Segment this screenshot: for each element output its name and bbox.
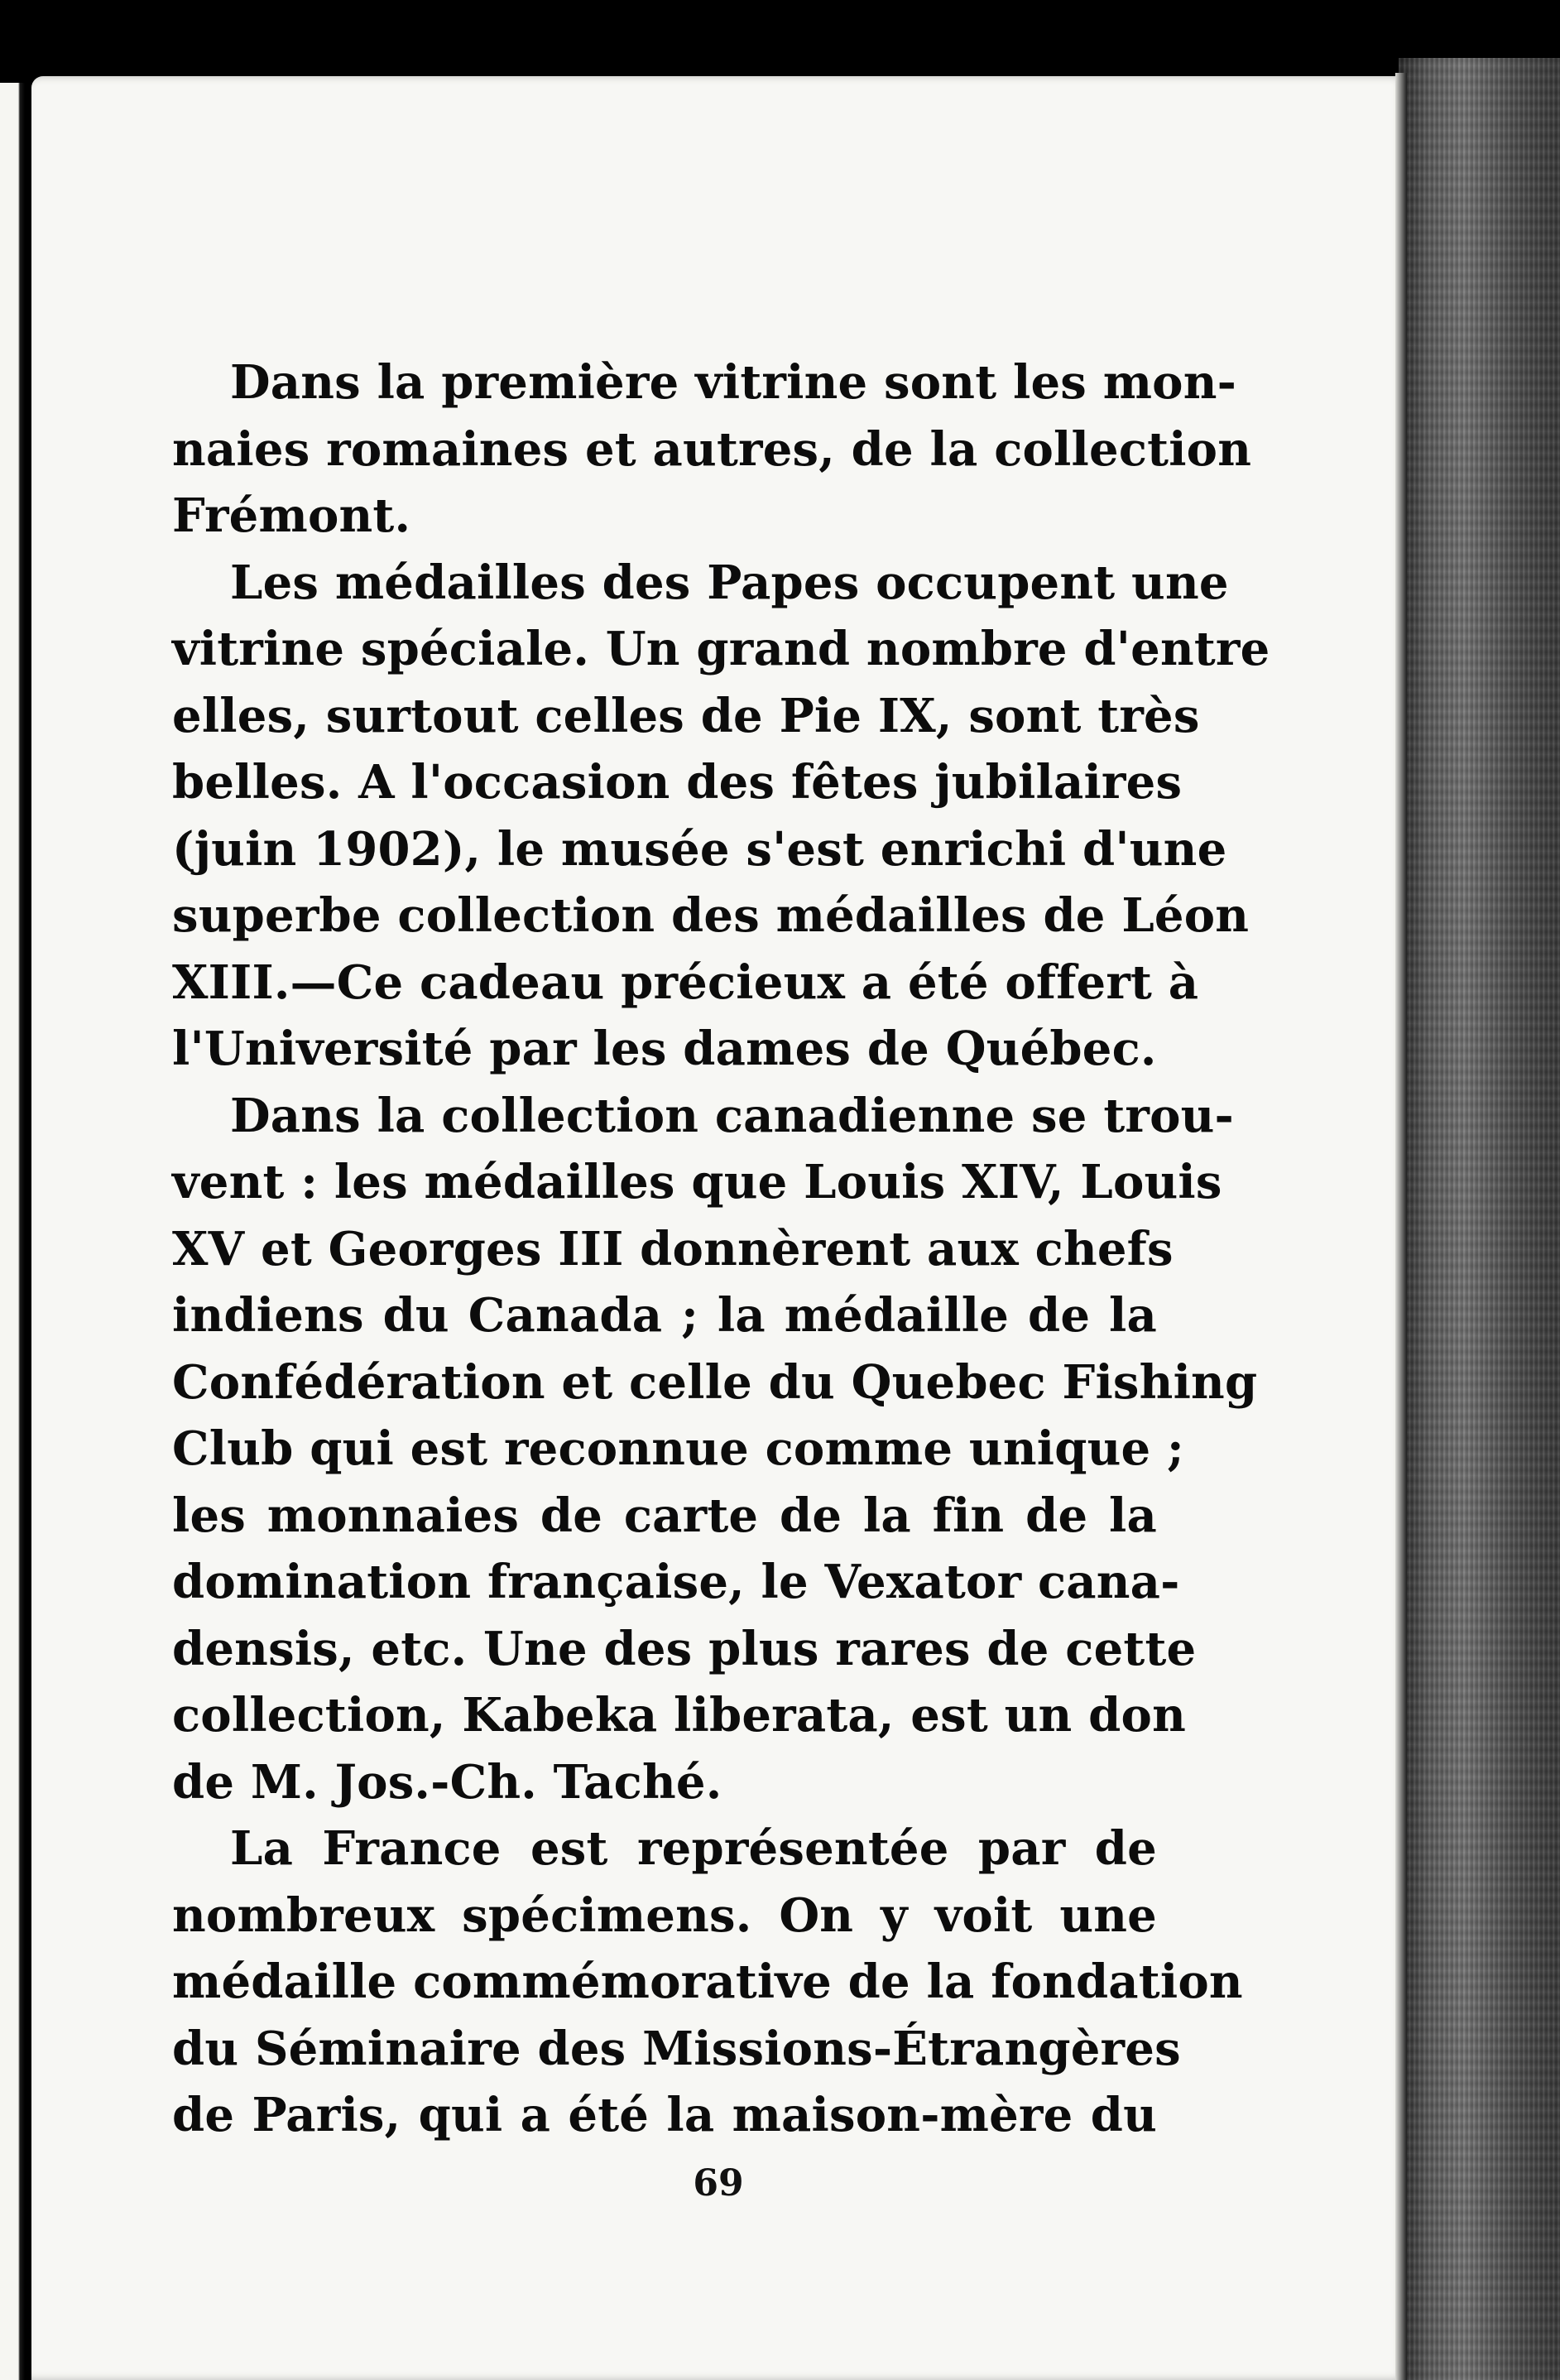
body-text (172, 349, 1270, 2149)
text-line: de Paris, qui a été la maison-mère du (172, 2088, 1157, 2142)
text-line: Club qui est reconnue comme unique ; (172, 1421, 1184, 1476)
page-fold-shadow (1395, 73, 1407, 2380)
text-line: l'Université par les dames de Québec. (172, 1022, 1157, 1076)
text-line: Frémont. (172, 488, 411, 543)
text-line: XV et Georges III donnèrent aux chefs (172, 1221, 1174, 1277)
text-line: domination française, le Vexator cana- (172, 1555, 1180, 1609)
text-line: collection, Kabeka liberata, est un don (172, 1688, 1186, 1743)
text-line: Les médailles des Papes occupent une (230, 555, 1229, 610)
text-line: vent : les médailles que Louis XIV, Louis (172, 1155, 1222, 1209)
book-page (31, 76, 1405, 2380)
text-line: nombreux spécimens. On y voit une (172, 1887, 1157, 1943)
text-line: densis, etc. Une des plus rares de cette (172, 1621, 1197, 1676)
text-line: superbe collection des médailles de Léon (172, 888, 1250, 943)
page-number: 69 (693, 2162, 744, 2205)
text-line: elles, surtout celles de Pie IX, sont très (172, 688, 1200, 743)
book-binding-edge (1399, 58, 1560, 2380)
left-page-edge (0, 83, 25, 2380)
text-line: médaille commémorative de la fondation (172, 1954, 1243, 2009)
text-line: de M. Jos.-Ch. Taché. (172, 1754, 722, 1810)
text-line: du Séminaire des Missions-Étrangères (172, 2021, 1181, 2076)
text-line: (juin 1902), le musée s'est enrichi d'une (172, 821, 1227, 877)
text-line: naies romaines et autres, de la collection (172, 421, 1252, 477)
text-line: XIII.—Ce cadeau précieux a été offert à (172, 954, 1199, 1010)
text-line: belles. A l'occasion des fêtes jubilaires (172, 755, 1183, 810)
text-line: les monnaies de carte de la fin de la (172, 1488, 1157, 1543)
text-line: indiens du Canada ; la médaille de la (172, 1288, 1157, 1343)
text-line: Confédération et celle du Quebec Fishing (172, 1354, 1258, 1410)
text-line: vitrine spéciale. Un grand nombre d'entre (172, 622, 1270, 676)
text-line: Dans la première vitrine sont les mon- (230, 355, 1237, 410)
text-line: La France est représentée par de (230, 1821, 1157, 1876)
text-line: Dans la collection canadienne se trou- (230, 1088, 1234, 1143)
